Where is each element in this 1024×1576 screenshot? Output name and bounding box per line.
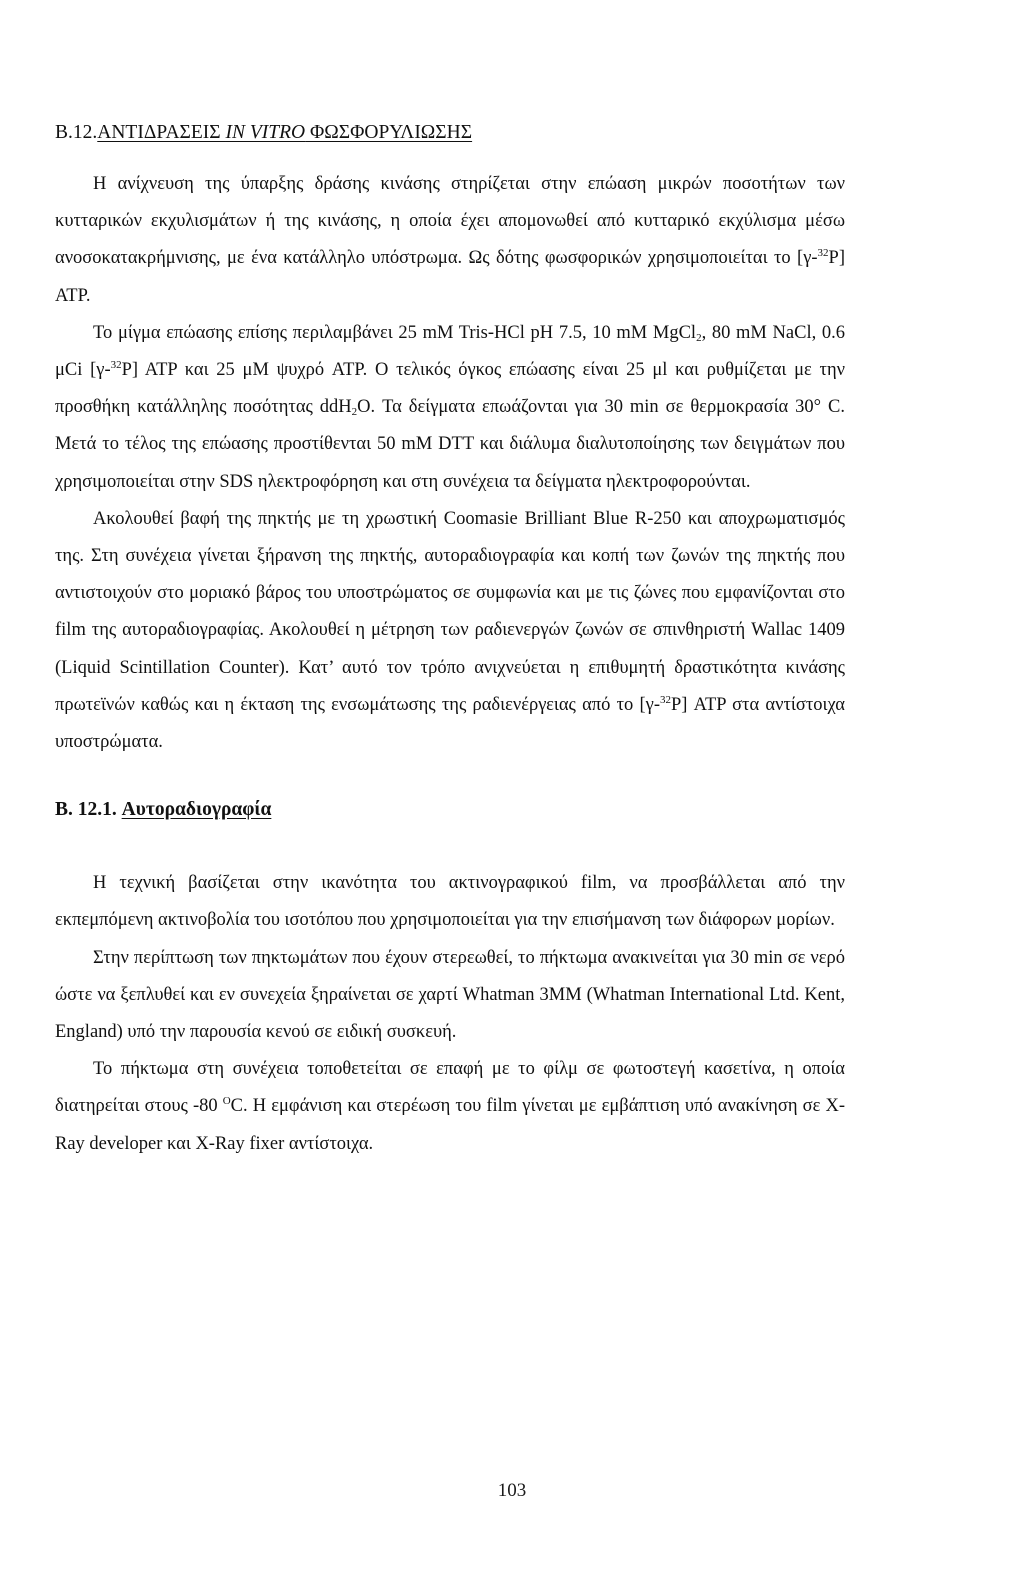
section-heading	[55, 118, 845, 148]
section-title: ΑΝΤΙΔΡΑΣΕΙΣ IN VITRO ΦΩΣΦΟΡΥΛΙΩΣΗΣ	[97, 122, 473, 143]
paragraph-exposure: Το πήκτωμα στη συνέχεια τοποθετείται σε επαφή με το φίλμ σε φωτοστεγή κασετίνα, η οποία διατηρείται στους -80 $^O$C. Η εμφάνιση και στερέωση του film γίνεται με εμβάπτιση υπό ανακίνηση σε X-Ray developer και X-Ray fixer αντίστοιχα.	[55, 1059, 845, 1154]
section-number: B.12.	[55, 122, 98, 143]
subsection-heading	[55, 795, 845, 825]
paragraph-technique: Η τεχνική βασίζεται στην ικανότητα του ακτινογραφικού film, να προσβάλλεται από την εκπεμπόμενη ακτινοβολία του ισοτόπου που χρησιμοποιείται για την επισήμανση των διάφορων μορίων.	[55, 873, 845, 931]
paragraph-kinase-detection: Η ανίχνευση της ύπαρξης δράσης κινάσης στηρίζεται στην επώαση μικρών ποσοτήτων των κυτταρικών εκχυλισμάτων ή της κινάσης, η οποία έχει απομονωθεί από κυτταρικό εκχύλισμα μέσω ανοσοκατακρήμνισης, με ένα κατάλληλο υπόστρωμα. Ως δότης φωσφορικών χρησιμοποιείται το [γ-$^{32}$P] ATP.	[55, 174, 845, 306]
paragraph-gel-drying: Στην περίπτωση των πηκτωμάτων που έχουν στερεωθεί, το πήκτωμα ανακινείται για 30 min σε νερό ώστε να ξεπλυθεί και εν συνεχεία ξηραίνεται σε χαρτί Whatman 3MM (Whatman International Ltd. Kent, England) υπό την παρουσία κενού σε ειδική συσκευή.	[55, 947, 845, 1043]
paragraph-incubation-mix: Το μίγμα επώασης επίσης περιλαμβάνει 25 mM Tris-HCl pH 7.5, 10 mM MgCl$_2$, 80 mM NaCl, 0.6 μCi [γ-$^{32}$P] ATP και 25 μM ψυχρό ATP. Ο τελικός όγκος επώασης είναι 25 μl και ρυθμίζεται με την προσθήκη κατάλληλης ποσότητας ddH$_2$O. Τα δείγματα επωάζονται για 30 min σε θερμοκρασία 30° C. Μετά το τέλος της επώασης προστίθενται 50 mM DTT και διάλυμα διαλυτοποίησης των δειγμάτων που χρησιμοποιείται στην SDS ηλεκτροφόρηση και στη συνέχεια τα δείγματα ηλεκτροφορούνται.	[55, 322, 845, 492]
page-number: 103	[497, 1480, 527, 1501]
subsection-number: B. 12.1.	[55, 799, 117, 821]
subsection-title: Αυτοραδιογραφία	[121, 799, 272, 821]
document-page	[55, 118, 845, 1163]
paragraph-staining: Ακολουθεί βαφή της πηκτής με τη χρωστική Coomasie Brilliant Blue R-250 και αποχρωματισμός της. Στη συνέχεια γίνεται ξήρανση της πηκτής, αυτοραδιογραφία και κοπή των ζωνών της πηκτής που αντιστοιχούν στο μοριακό βάρος του υποστρώματος σε συμφωνία και με τις ζώνες που εμφανίζονται στο film της αυτοραδιογραφίας. Ακολουθεί η μέτρηση των ραδιενεργών ζωνών σε σπινθηριστή Wallac 1409 (Liquid Scintillation Counter). Κατ’ αυτό τον τρόπο ανιχνεύεται η επιθυμητή δραστικότητα κινάσης πρωτεϊνών καθώς και η έκταση της ενσωμάτωσης της ραδιενέργειας από το [γ-$^{32}$P] ATP στα αντίστοιχα υποστρώματα.	[55, 508, 845, 753]
